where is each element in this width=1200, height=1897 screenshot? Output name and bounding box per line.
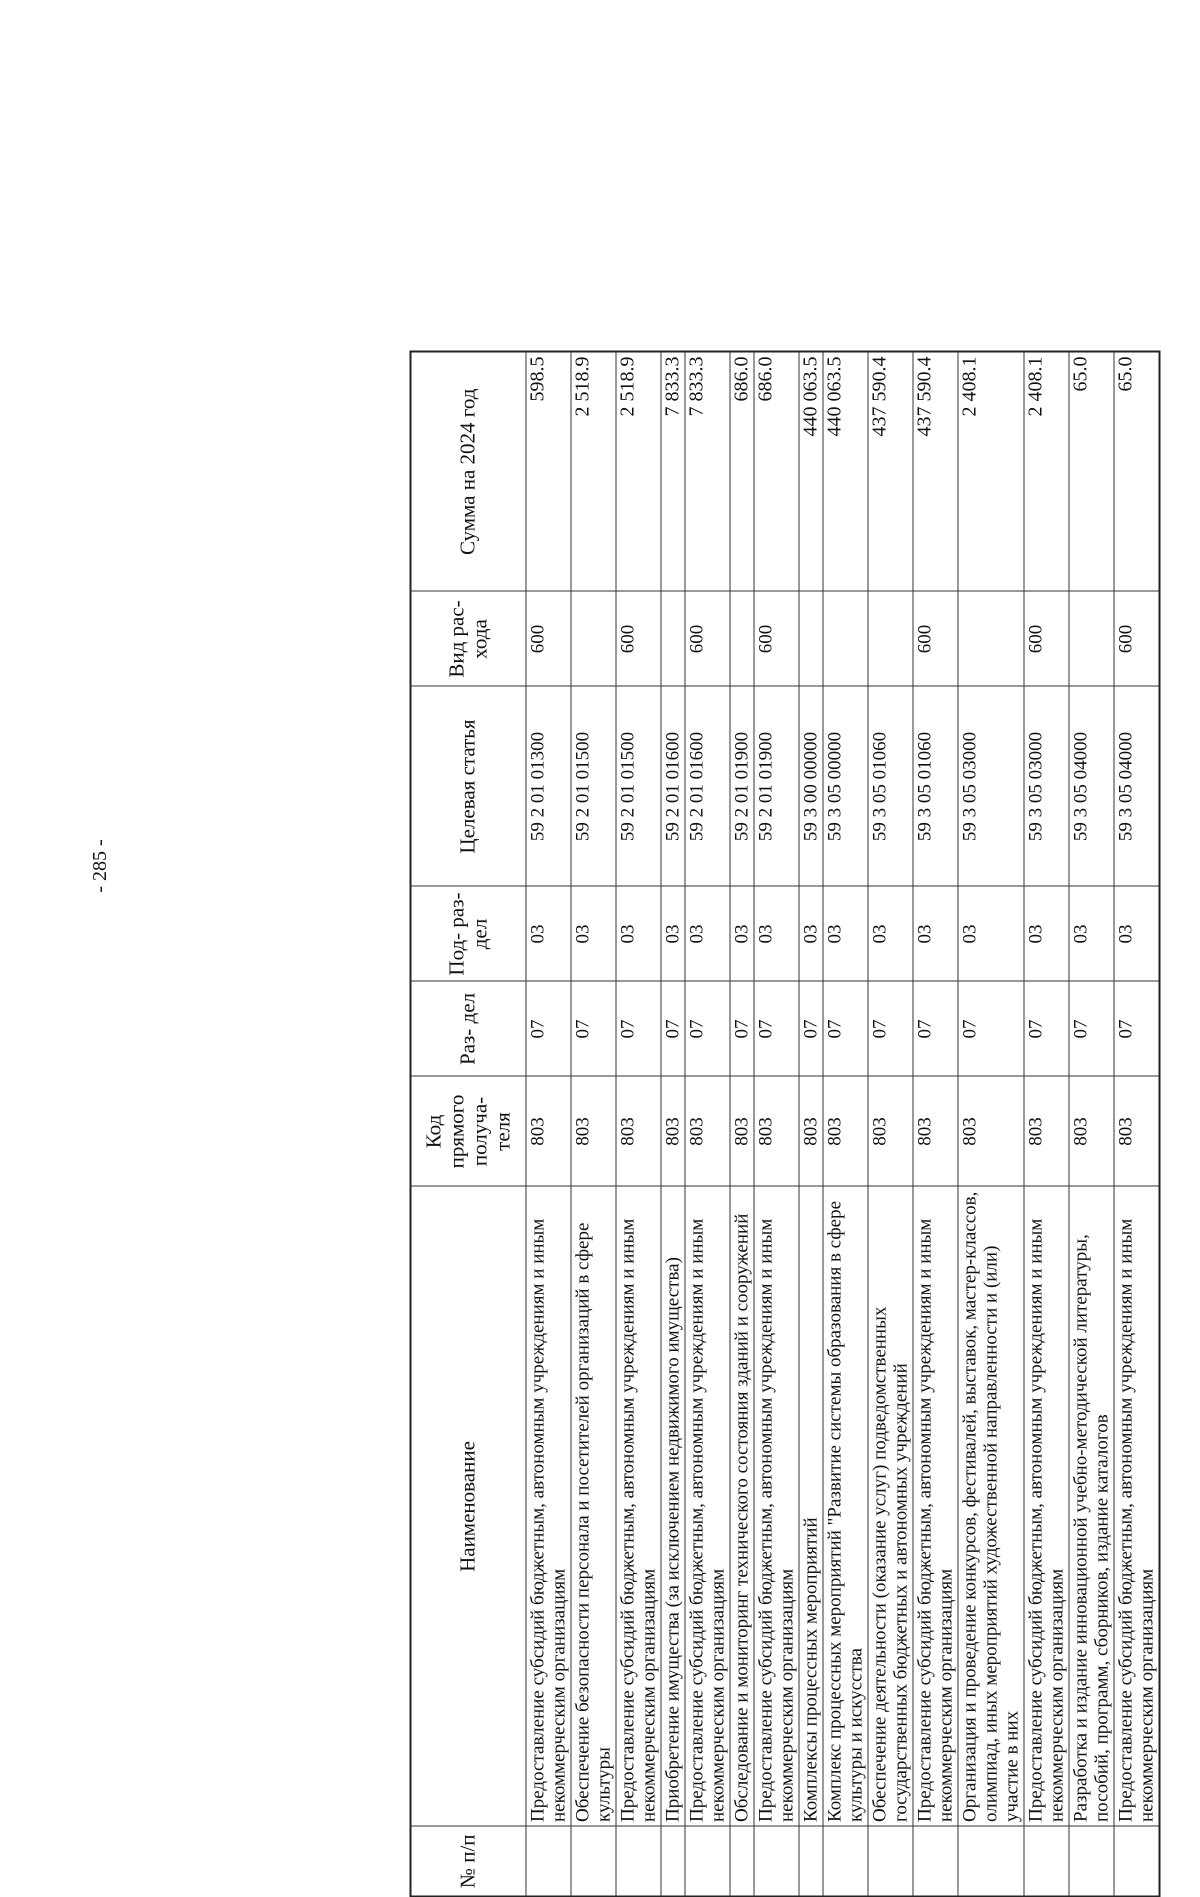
- table-row: [615, 351, 660, 1896]
- row-name: Разработка и издание инновационной учебно-методической литературы, пособий, программ, сборников, издание каталогов: [1068, 1186, 1113, 1826]
- row-section: 07: [1068, 981, 1113, 1076]
- row-target: 59 3 05 01060: [912, 686, 957, 886]
- row-amount: 440 063.5: [798, 351, 822, 591]
- row-num: [570, 1826, 615, 1896]
- row-target: 59 2 01 01600: [684, 686, 729, 886]
- row-recipient: 803: [570, 1076, 615, 1186]
- row-target: 59 2 01 01600: [660, 686, 684, 886]
- row-recipient: 803: [867, 1076, 912, 1186]
- row-name: Приобретение имущества (за исключением недвижимого имущества): [660, 1186, 684, 1826]
- row-num: [822, 1826, 867, 1896]
- row-section: 07: [822, 981, 867, 1076]
- row-recipient: 803: [822, 1076, 867, 1186]
- row-recipient: 803: [729, 1076, 753, 1186]
- row-expense: 600: [684, 591, 729, 686]
- row-num: [1113, 1826, 1159, 1896]
- table-row: [822, 351, 867, 1896]
- row-expense: 600: [753, 591, 798, 686]
- table-header-row: [410, 351, 525, 1896]
- row-target: 59 3 05 01060: [867, 686, 912, 886]
- row-target: 59 2 01 01900: [753, 686, 798, 886]
- row-expense: 600: [525, 591, 570, 686]
- table-row: [729, 351, 753, 1896]
- row-num: [660, 1826, 684, 1896]
- row-recipient: 803: [1113, 1076, 1159, 1186]
- row-num: [684, 1826, 729, 1896]
- table-row: [957, 351, 1023, 1896]
- row-target: 59 3 00 00000: [798, 686, 822, 886]
- row-expense: [867, 591, 912, 686]
- row-section: 07: [684, 981, 729, 1076]
- row-section: 07: [957, 981, 1023, 1076]
- row-amount: 686.0: [753, 351, 798, 591]
- row-amount: 2 408.1: [957, 351, 1023, 591]
- row-amount: 2 518.9: [570, 351, 615, 591]
- row-subsection: 03: [957, 886, 1023, 981]
- row-section: 07: [525, 981, 570, 1076]
- row-recipient: 803: [525, 1076, 570, 1186]
- row-subsection: 03: [798, 886, 822, 981]
- header-num: № п/п: [410, 1826, 525, 1896]
- row-subsection: 03: [822, 886, 867, 981]
- row-target: 59 3 05 03000: [957, 686, 1023, 886]
- row-recipient: 803: [660, 1076, 684, 1186]
- row-expense: 600: [1113, 591, 1159, 686]
- row-name: Обеспечение деятельности (оказание услуг) подведомственных государственных бюджетных и автономных учреждений: [867, 1186, 912, 1826]
- row-name: Комплекс процессных мероприятий "Развитие системы образования в сфере культуры и искусства: [822, 1186, 867, 1826]
- row-num: [1023, 1826, 1068, 1896]
- row-target: 59 3 05 00000: [822, 686, 867, 886]
- row-recipient: 803: [1023, 1076, 1068, 1186]
- row-amount: 437 590.4: [867, 351, 912, 591]
- row-target: 59 3 05 03000: [1023, 686, 1068, 886]
- row-expense: [957, 591, 1023, 686]
- row-name: Предоставление субсидий бюджетным, автономным учреждениям и иным некоммерческим организациям: [912, 1186, 957, 1826]
- row-num: [867, 1826, 912, 1896]
- row-num: [912, 1826, 957, 1896]
- row-name: Предоставление субсидий бюджетным, автономным учреждениям и иным некоммерческим организациям: [1023, 1186, 1068, 1826]
- row-amount: 437 590.4: [912, 351, 957, 591]
- table-row: [912, 351, 957, 1896]
- header-recipient: Код прямого получа- теля: [410, 1076, 525, 1186]
- row-target: 59 3 05 04000: [1113, 686, 1159, 886]
- row-recipient: 803: [615, 1076, 660, 1186]
- row-num: [1068, 1826, 1113, 1896]
- row-subsection: 03: [525, 886, 570, 981]
- row-target: 59 2 01 01900: [729, 686, 753, 886]
- header-target: Целевая статья: [410, 686, 525, 886]
- table-row: [1113, 351, 1159, 1896]
- table-row: [684, 351, 729, 1896]
- row-num: [753, 1826, 798, 1896]
- table-row: [525, 351, 570, 1896]
- row-recipient: 803: [684, 1076, 729, 1186]
- row-amount: 440 063.5: [822, 351, 867, 591]
- header-amount: Сумма на 2024 год: [410, 351, 525, 591]
- header-expense: Вид рас- хода: [410, 591, 525, 686]
- row-amount: 65.0: [1068, 351, 1113, 591]
- row-num: [525, 1826, 570, 1896]
- table-row: [753, 351, 798, 1896]
- row-subsection: 03: [1023, 886, 1068, 981]
- row-amount: 686.0: [729, 351, 753, 591]
- row-section: 07: [660, 981, 684, 1076]
- row-subsection: 03: [684, 886, 729, 981]
- row-num: [798, 1826, 822, 1896]
- row-expense: [1068, 591, 1113, 686]
- row-expense: [570, 591, 615, 686]
- row-target: 59 2 01 01500: [615, 686, 660, 886]
- row-name: Предоставление субсидий бюджетным, автономным учреждениям и иным некоммерческим организациям: [615, 1186, 660, 1826]
- table-row: [1068, 351, 1113, 1896]
- row-subsection: 03: [1068, 886, 1113, 981]
- row-name: Организация и проведение конкурсов, фестивалей, выставок, мастер-классов, олимпиад, иных мероприятий художественной направленности и (или) участие в них: [957, 1186, 1023, 1826]
- header-name: Наименование: [410, 1186, 525, 1826]
- row-subsection: 03: [570, 886, 615, 981]
- row-subsection: 03: [867, 886, 912, 981]
- row-recipient: 803: [1068, 1076, 1113, 1186]
- header-section: Раз- дел: [410, 981, 525, 1076]
- row-recipient: 803: [753, 1076, 798, 1186]
- row-target: 59 2 01 01300: [525, 686, 570, 886]
- table-row: [570, 351, 615, 1896]
- row-amount: 7 833.3: [660, 351, 684, 591]
- row-expense: 600: [615, 591, 660, 686]
- row-section: 07: [912, 981, 957, 1076]
- row-section: 07: [1023, 981, 1068, 1076]
- row-section: 07: [729, 981, 753, 1076]
- row-name: Обеспечение безопасности персонала и посетителей организаций в сфере культуры: [570, 1186, 615, 1826]
- row-name: Предоставление субсидий бюджетным, автономным учреждениям и иным некоммерческим организациям: [1113, 1186, 1159, 1826]
- table-row: [660, 351, 684, 1896]
- row-expense: 600: [912, 591, 957, 686]
- row-name: Предоставление субсидий бюджетным, автономным учреждениям и иным некоммерческим организациям: [684, 1186, 729, 1826]
- row-section: 07: [753, 981, 798, 1076]
- row-expense: 600: [1023, 591, 1068, 686]
- row-name: Обследование и мониторинг технического состояния зданий и сооружений: [729, 1186, 753, 1826]
- table-row: [798, 351, 822, 1896]
- row-name: Комплексы процессных мероприятий: [798, 1186, 822, 1826]
- row-section: 07: [867, 981, 912, 1076]
- row-subsection: 03: [912, 886, 957, 981]
- row-amount: 598.5: [525, 351, 570, 591]
- row-amount: 7 833.3: [684, 351, 729, 591]
- row-expense: [798, 591, 822, 686]
- row-section: 07: [798, 981, 822, 1076]
- row-subsection: 03: [729, 886, 753, 981]
- row-num: [615, 1826, 660, 1896]
- row-expense: [660, 591, 684, 686]
- row-name: Предоставление субсидий бюджетным, автономным учреждениям и иным некоммерческим организациям: [525, 1186, 570, 1826]
- row-num: [729, 1826, 753, 1896]
- row-section: 07: [1113, 981, 1159, 1076]
- row-subsection: 03: [615, 886, 660, 981]
- row-subsection: 03: [660, 886, 684, 981]
- row-recipient: 803: [798, 1076, 822, 1186]
- row-section: 07: [570, 981, 615, 1076]
- row-num: [957, 1826, 1023, 1896]
- header-subsection: Под- раз- дел: [410, 886, 525, 981]
- row-subsection: 03: [1113, 886, 1159, 981]
- row-expense: [729, 591, 753, 686]
- row-amount: 2 518.9: [615, 351, 660, 591]
- page-number: - 285 -: [88, 839, 111, 893]
- row-expense: [822, 591, 867, 686]
- row-name: Предоставление субсидий бюджетным, автономным учреждениям и иным некоммерческим организациям: [753, 1186, 798, 1826]
- table-row: [867, 351, 912, 1896]
- budget-table-sheet: [409, 352, 1200, 1897]
- row-section: 07: [615, 981, 660, 1076]
- row-subsection: 03: [753, 886, 798, 981]
- row-recipient: 803: [957, 1076, 1023, 1186]
- row-recipient: 803: [912, 1076, 957, 1186]
- table-row: [1023, 351, 1068, 1896]
- row-amount: 2 408.1: [1023, 351, 1068, 591]
- row-target: 59 3 05 04000: [1068, 686, 1113, 886]
- row-amount: 65.0: [1113, 351, 1159, 591]
- budget-table: [409, 350, 1160, 1897]
- row-target: 59 2 01 01500: [570, 686, 615, 886]
